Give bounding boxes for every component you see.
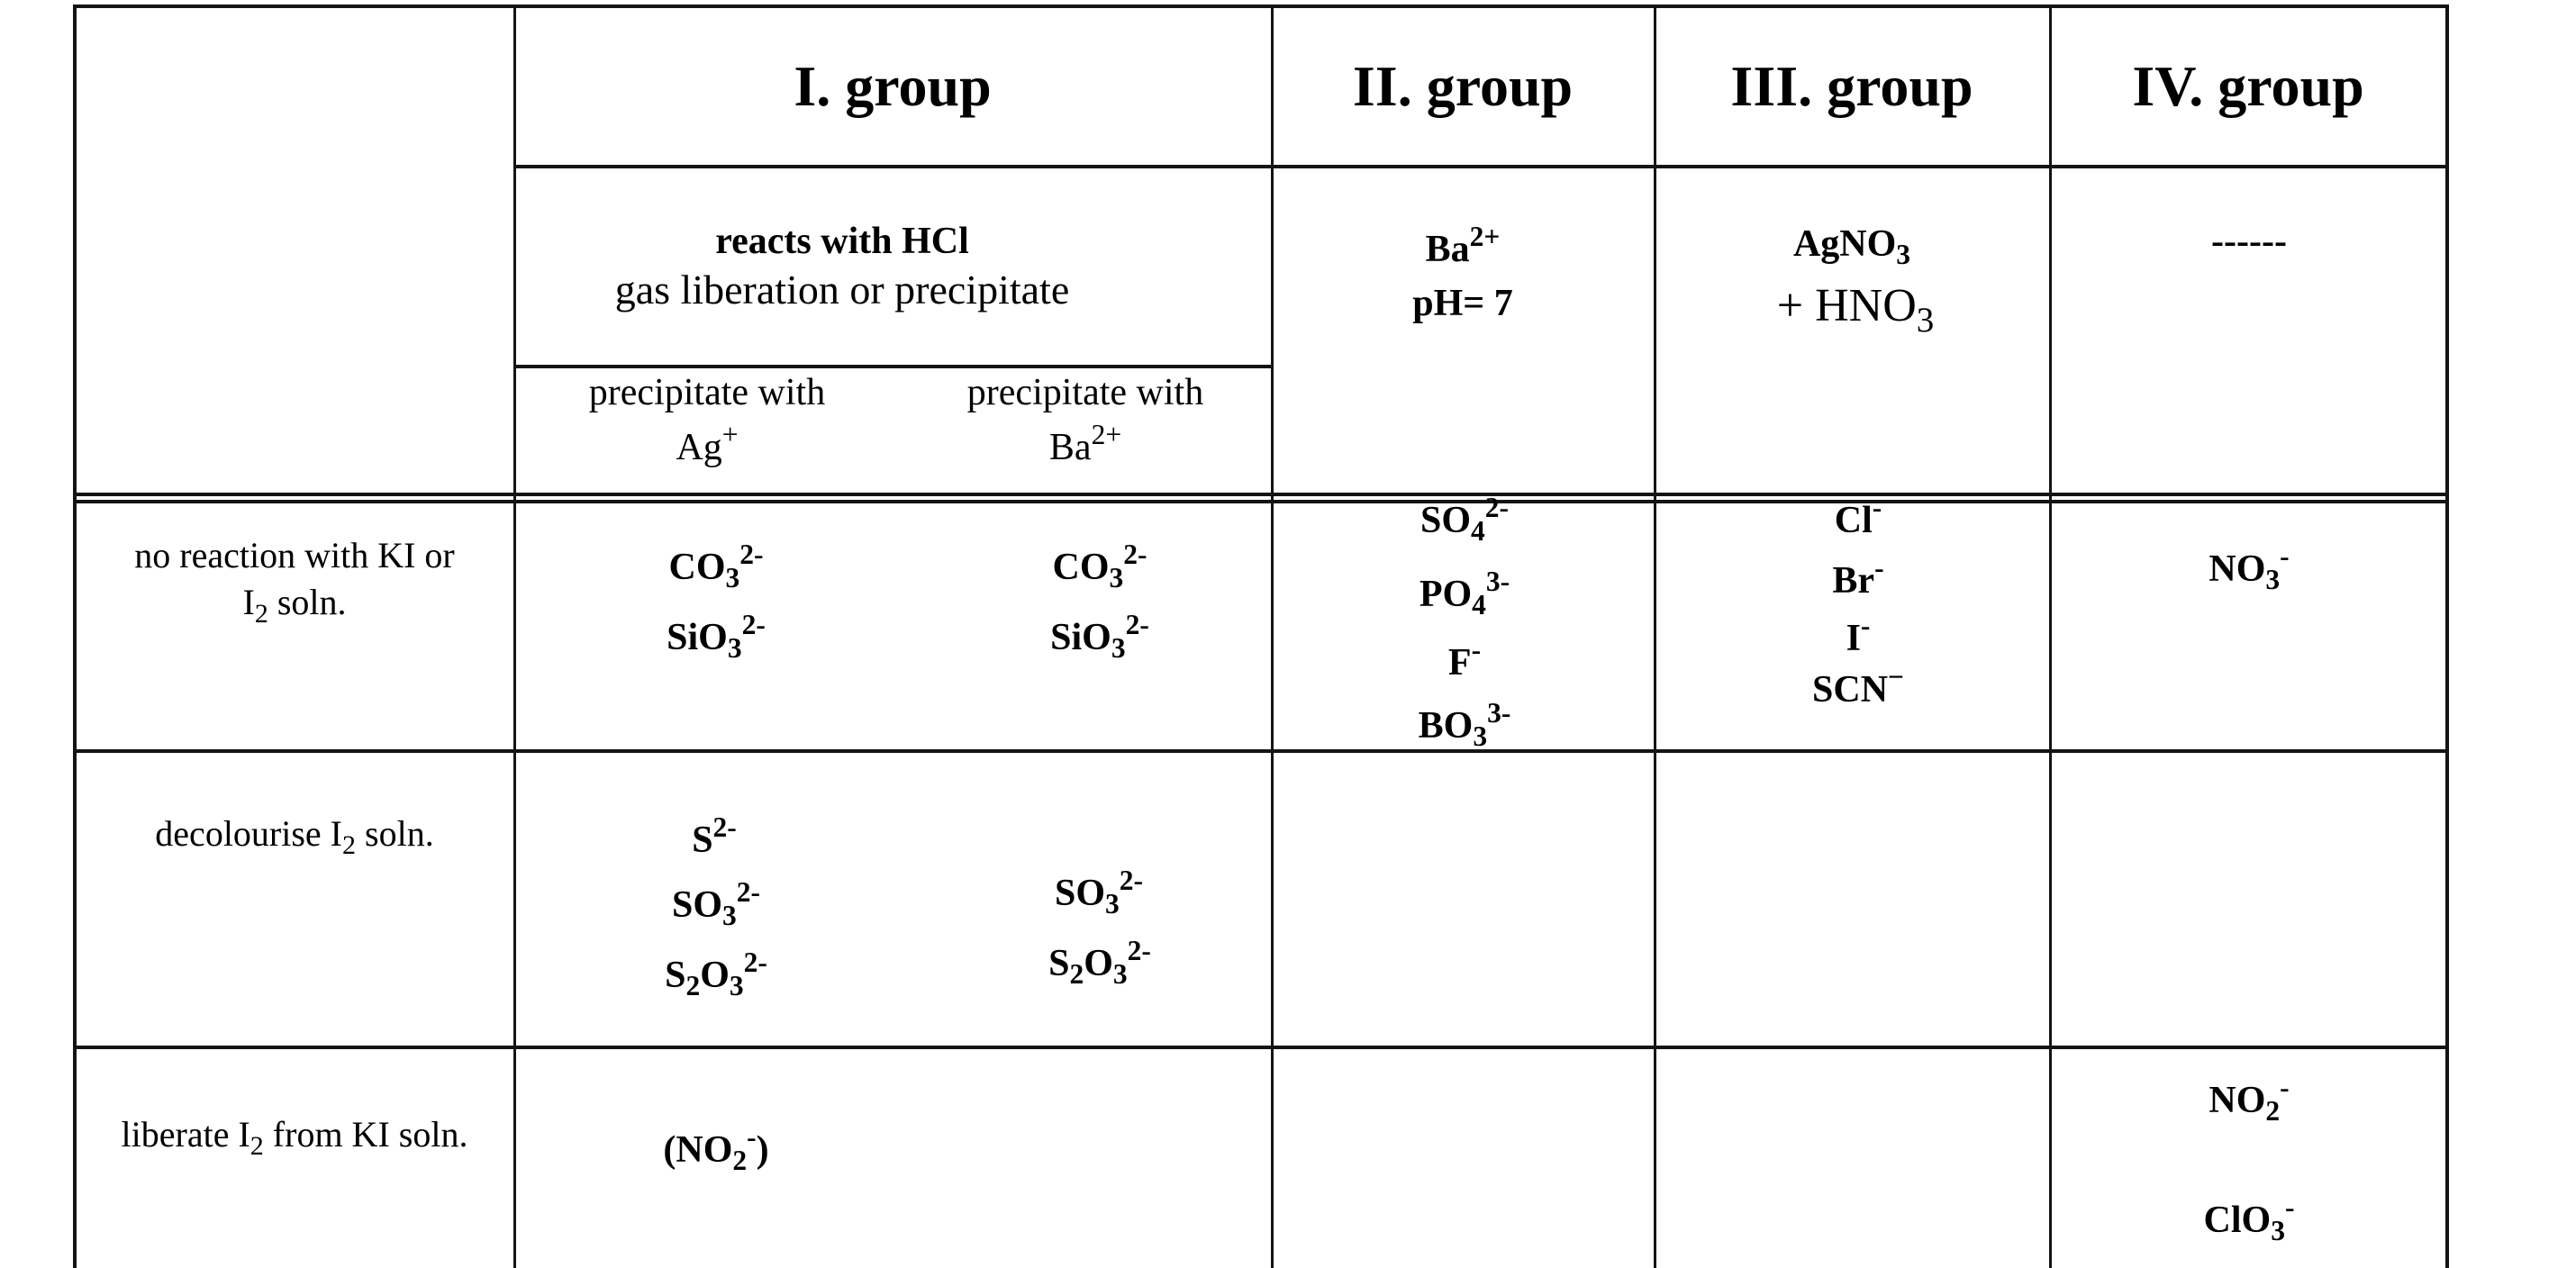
row1-g1ag-ion-1: SiO$_3^{2-}$ bbox=[667, 608, 766, 665]
label-subscript: 2 bbox=[254, 599, 268, 629]
row1-g3-ion-3: SCN− bbox=[1812, 660, 1904, 711]
row1-label-line1: no reaction with KI or bbox=[134, 535, 455, 575]
subcol-ag-ion bbox=[676, 418, 739, 468]
group1-reagent-description: gas liberation or precipitate bbox=[614, 267, 1070, 312]
row3-g1ag-ion-0: $(NO_2^-)$ bbox=[663, 1120, 769, 1177]
column-divider-group3 bbox=[2049, 5, 2052, 1268]
ion-charge: + bbox=[721, 418, 739, 450]
column-divider-group2 bbox=[1654, 5, 1656, 1268]
column-divider-label bbox=[513, 5, 516, 1268]
column-divider-group1 bbox=[1271, 5, 1274, 1268]
row1-g3-ion-1: Br- bbox=[1832, 551, 1884, 602]
header-double-line-top bbox=[74, 493, 2449, 496]
subcol-ag-label: precipitate with bbox=[588, 372, 826, 413]
label-text: I bbox=[242, 582, 255, 622]
row2-g1ag-ion-0: $S^{2-}$ bbox=[692, 811, 737, 861]
ion-formula: Ba bbox=[1048, 427, 1092, 468]
group3-reagent-hno3 bbox=[1776, 280, 1935, 340]
row1-g3-ion-2: I- bbox=[1846, 609, 1871, 659]
row1-divider bbox=[74, 749, 2449, 753]
table-border-top bbox=[74, 5, 2449, 8]
row3-g4-ion-1: ClO$_3$- bbox=[2203, 1191, 2295, 1247]
reagent-subscript: 3 bbox=[1916, 300, 1935, 340]
table-border-right bbox=[2445, 5, 2449, 1268]
row1-g4-ion-0: $NO_3^-$ bbox=[2209, 539, 2290, 596]
reagent-formula: + HNO bbox=[1776, 280, 1917, 331]
group2-reagent-ph: pH= 7 bbox=[1412, 283, 1513, 324]
group-title-1: I. group bbox=[794, 54, 992, 118]
row3-g4-ion-0: $NO_2^-$ bbox=[2209, 1071, 2290, 1128]
group1-subheader-divider bbox=[514, 365, 1274, 368]
row2-g1ag-ion-1: $SO_3^{2-}$ bbox=[671, 875, 761, 932]
table-border-left bbox=[73, 5, 77, 1268]
row1-g2-ion-1: $PO_4^{3-}$ bbox=[1419, 565, 1510, 621]
ion-formula: Ag bbox=[676, 427, 722, 468]
row1-label-line2 bbox=[242, 582, 347, 629]
row2-label: decolourise $I_2$ soln. bbox=[155, 813, 434, 860]
row2-g1ag-ion-2: $S_2O_3^{2-}$ bbox=[665, 946, 767, 1002]
group4-reagent-none: ------ bbox=[2211, 221, 2287, 262]
group1-reagent-title: reacts with HCl bbox=[715, 221, 969, 262]
reagent-subscript: 3 bbox=[1896, 239, 1911, 271]
group-title-2: II. group bbox=[1352, 54, 1574, 118]
ion-charge: 2+ bbox=[1091, 418, 1122, 450]
row1-g2-ion-0: $SO_4^{2-}$ bbox=[1420, 491, 1510, 548]
row2-divider bbox=[74, 1046, 2449, 1049]
label-text: soln. bbox=[268, 582, 347, 622]
reagent-charge: 2+ bbox=[1469, 220, 1501, 252]
row1-g1ag-ion-0: $CO_3^{2-}$ bbox=[668, 538, 764, 594]
row2-g1ba-ion-1: $S_2O_3^{2-}$ bbox=[1048, 934, 1151, 991]
row1-g1ba-ion-0: $CO_3^{2-}$ bbox=[1052, 538, 1147, 594]
row1-g2-ion-3: $BO_3^{3-}$ bbox=[1418, 696, 1511, 753]
group-title-4: IV. group bbox=[2132, 54, 2364, 118]
row1-g1ba-ion-1: SiO$_3^{2-}$ bbox=[1050, 608, 1149, 665]
row2-g1ba-ion-0: $SO_3^{2-}$ bbox=[1054, 864, 1144, 920]
row1-g2-ion-2: F- bbox=[1447, 633, 1482, 684]
reagent-formula: AgNO bbox=[1792, 223, 1897, 265]
subcol-ba-ion bbox=[1048, 418, 1122, 468]
row3-label: liberate $I_2$ from KI soln. bbox=[121, 1114, 468, 1161]
row1-g3-ion-0: Cl- bbox=[1834, 491, 1882, 541]
group2-reagent-barium bbox=[1425, 220, 1501, 270]
group-title-3: III. group bbox=[1730, 54, 1973, 118]
subcol-ba-label: precipitate with bbox=[966, 372, 1204, 413]
header-title-divider bbox=[514, 165, 2447, 168]
group3-reagent-agno3 bbox=[1792, 223, 1911, 271]
reagent-formula: Ba bbox=[1425, 229, 1470, 270]
header-double-line-bottom bbox=[74, 500, 2449, 503]
